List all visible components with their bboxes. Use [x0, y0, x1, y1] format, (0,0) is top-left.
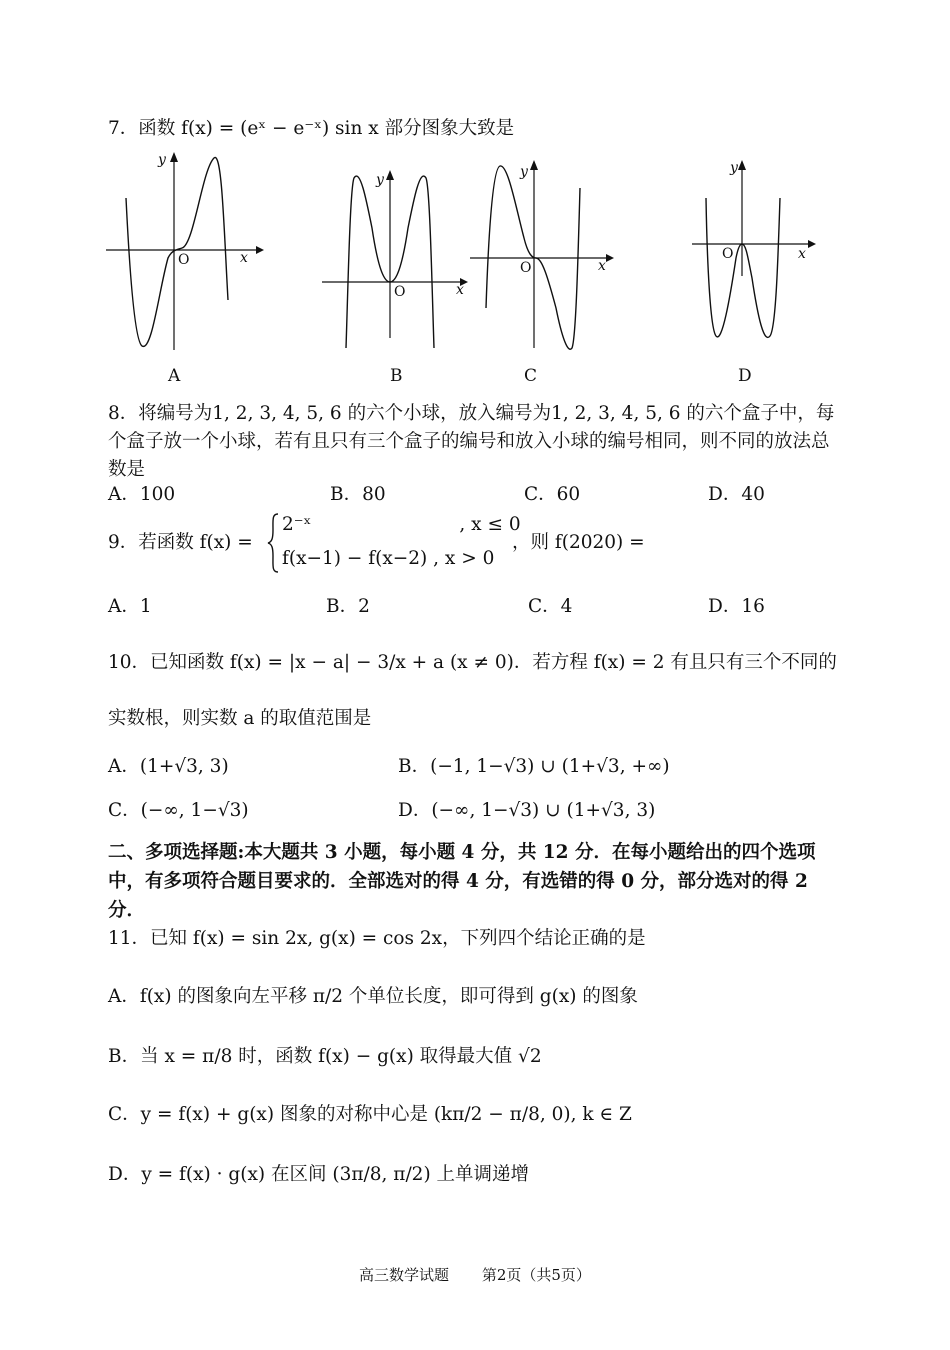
graph-d-label: D [738, 366, 752, 386]
q9-stem-prefix: 9．若函数 f(x) = [108, 532, 253, 553]
graph-d-x-label: x [798, 246, 806, 262]
graph-c-origin: O [520, 260, 532, 276]
graph-d-origin: O [722, 246, 734, 262]
graph-c [468, 158, 618, 358]
q10-stem-line1: 10．已知函数 f(x) = |x − a| − 3/x + a (x ≠ 0)．若方程 f(x) = 2 有且只有三个不同的 [108, 652, 837, 673]
q9-option-c: C．4 [528, 596, 573, 617]
q11-option-d: D．y = f(x) · g(x) 在区间 (3π/8, π/2) 上单调递增 [108, 1164, 530, 1185]
footer-title: 高三数学试题 [359, 1266, 450, 1284]
graph-d-y-label: y [730, 160, 738, 176]
graph-a-curve [126, 157, 228, 346]
graph-b-label: B [390, 366, 403, 386]
graph-a-origin: O [178, 252, 190, 268]
q11-option-a: A．f(x) 的图象向左平移 π/2 个单位长度，即可得到 g(x) 的图象 [108, 986, 638, 1007]
q11-option-c: C．y = f(x) + g(x) 图象的对称中心是 (kπ/2 − π/8, 0), k ∈ Z [108, 1104, 632, 1125]
q8-option-c: C．60 [524, 484, 581, 505]
q9-stem-suffix: ，则 f(2020) = [512, 532, 645, 553]
graph-a-y-label: y [158, 152, 166, 168]
q10-option-b: B．(−1, 1−√3) ∪ (1+√3, +∞) [398, 756, 670, 777]
page-footer [0, 1264, 950, 1285]
q10-option-c: C．(−∞, 1−√3) [108, 800, 249, 821]
graph-c-label: C [524, 366, 538, 386]
q8-option-a: A．100 [108, 484, 176, 505]
graph-d-curve [706, 198, 780, 337]
graph-b-y-label: y [376, 172, 384, 188]
graph-a-x-label: x [240, 250, 248, 266]
q9-brace [266, 512, 280, 574]
q10-option-d: D．(−∞, 1−√3) ∪ (1+√3, 3) [398, 800, 656, 821]
graph-b-origin: O [394, 284, 406, 300]
q8-option-b: B．80 [330, 484, 386, 505]
q9-option-b: B．2 [326, 596, 370, 617]
q11-option-b: B．当 x = π/8 时，函数 f(x) − g(x) 取得最大值 √2 [108, 1046, 542, 1067]
graph-c-y-label: y [520, 164, 528, 180]
graph-a-label: A [168, 366, 181, 386]
q7-stem: 7．函数 f(x) = (eˣ − e⁻ˣ) sin x 部分图象大致是 [108, 118, 515, 139]
graph-c-x-label: x [598, 258, 606, 274]
q9-option-d: D．16 [708, 596, 765, 617]
q9-option-a: A．1 [108, 596, 152, 617]
footer-page: 第2页（共5页） [481, 1266, 591, 1284]
q10-stem-line2: 实数根，则实数 a 的取值范围是 [108, 708, 372, 729]
section2-heading: 二、多项选择题:本大题共 3 小题，每小题 4 分，共 12 分．在每小题给出的四个选项中，有多项符合题目要求的．全部选对的得 4 分，有选错的得 0 分，部分选对的得 2 分． [108, 842, 816, 921]
q9-case1: 2⁻ˣ , x ≤ 0 [282, 514, 521, 535]
q10-option-a: A．(1+√3, 3) [108, 756, 229, 777]
graph-b [320, 168, 470, 358]
q8-stem: 8．将编号为1, 2, 3, 4, 5, 6 的六个小球，放入编号为1, 2, 3, 4, 5, 6 的六个盒子中，每个盒子放一个小球，若有且只有三个盒子的编号和放入小球的编号相同，则不同的放法总数是 [108, 403, 835, 480]
q9-case2: f(x−1) − f(x−2) , x > 0 [282, 548, 495, 569]
q11-stem: 11．已知 f(x) = sin 2x, g(x) = cos 2x，下列四个结论正确的是 [108, 928, 646, 949]
q8-option-d: D．40 [708, 484, 765, 505]
graph-b-x-label: x [456, 282, 464, 298]
